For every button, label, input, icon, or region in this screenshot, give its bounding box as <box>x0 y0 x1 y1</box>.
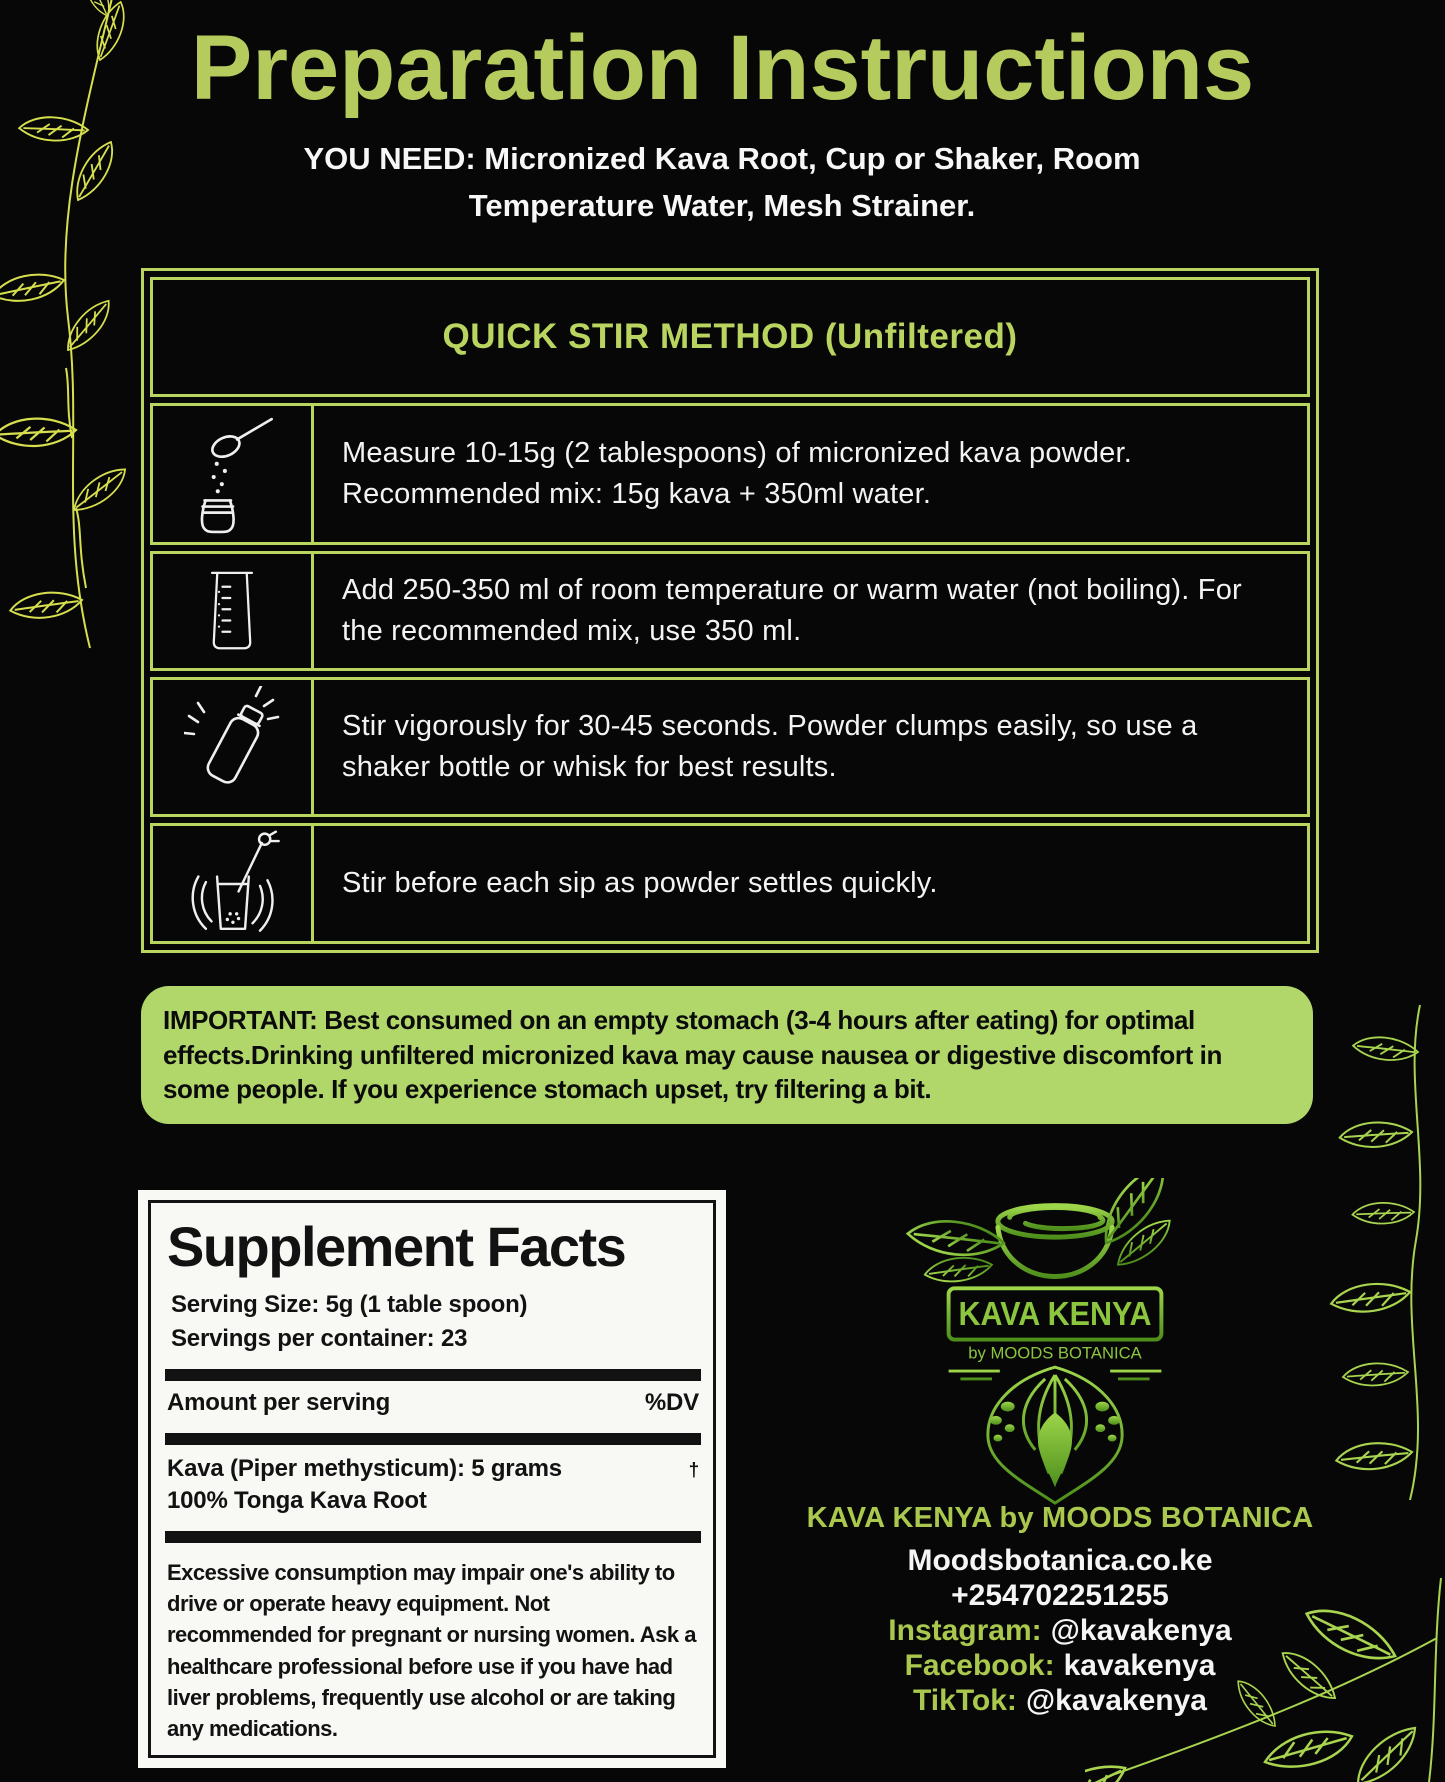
website-text: Moodsbotanica.co.ke <box>907 1544 1213 1577</box>
you-need-text: YOU NEED: Micronized Kava Root, Cup or Shaker, Room Temperature Water, Mesh Strainer. <box>303 141 1141 223</box>
facebook-handle: kavakenya <box>1063 1649 1216 1682</box>
ingredient-row <box>167 1455 699 1483</box>
logo-root-berries <box>990 1402 1120 1488</box>
facebook-label: Facebook: <box>904 1649 1055 1682</box>
servings-per-container: Servings per container: 23 <box>171 1325 468 1352</box>
phone-text: +254702251255 <box>951 1579 1169 1612</box>
method-step-row <box>150 403 1310 545</box>
ingredient-name: Kava (Piper methysticum): 5 grams <box>167 1455 562 1482</box>
serving-size: Serving Size: 5g (1 table spoon) <box>171 1291 528 1318</box>
measuring-cup-icon <box>192 559 272 663</box>
amount-per-serving-label: Amount per serving <box>167 1389 391 1416</box>
tiktok-handle: @kavakenya <box>1025 1684 1207 1717</box>
logo-tagline-text: by MOODS BOTANICA <box>968 1343 1143 1363</box>
supplement-facts-panel <box>138 1190 726 1768</box>
step-text: Stir vigorously for 30-45 seconds. Powder clumps easily, so use a shaker bottle or whisk for best results. <box>342 709 1198 783</box>
amount-header-row <box>167 1389 699 1417</box>
kava-kenya-logo <box>885 1178 1225 1508</box>
dv-label: %DV <box>644 1389 699 1416</box>
tiktok-line <box>790 1683 1330 1718</box>
facebook-line <box>790 1648 1330 1683</box>
method-table <box>141 268 1319 953</box>
supplement-facts-title: Supplement Facts <box>167 1215 626 1278</box>
supplement-disclaimer: Excessive consumption may impair one's ability to drive or operate heavy equipment. Not recommended for pregnant or nursing women. Ask a healthcare professional before use if you have had liver problems, frequently use alcohol or are taking any medications. <box>167 1560 696 1742</box>
dv-dagger-symbol: † <box>688 1460 699 1481</box>
instagram-line <box>790 1613 1330 1648</box>
tiktok-label: TikTok: <box>913 1684 1017 1717</box>
step-icon-cell <box>153 554 314 668</box>
important-note: IMPORTANT: Best consumed on an empty stomach (3-4 hours after eating) for optimal effects.Drinking unfiltered micronized kava may cause nausea or digestive discomfort in some people. If you experience stomach upset, try filtering a bit. <box>141 986 1313 1124</box>
logo-name-text: KAVA KENYA <box>958 1295 1152 1333</box>
contact-block <box>790 1502 1330 1718</box>
method-step-row <box>150 551 1310 671</box>
divider-bar <box>165 1531 701 1543</box>
instagram-handle: @kavakenya <box>1050 1614 1232 1647</box>
logo-kava-bowl <box>998 1206 1112 1277</box>
step-icon-cell <box>153 680 314 814</box>
step-icon-cell <box>153 826 314 941</box>
vine-decoration-right <box>1292 1000 1445 1500</box>
step-text: Add 250-350 ml of room temperature or warm water (not boiling). For the recommended mix, use 350 ml. <box>342 573 1242 647</box>
step-icon-cell <box>153 406 314 542</box>
shaker-bottle-icon <box>184 686 280 808</box>
step-text: Measure 10-15g (2 tablespoons) of micronized kava powder. Recommended mix: 15g kava + 350ml water. <box>342 436 1132 510</box>
supplement-facts-border <box>148 1200 716 1758</box>
stir-glass-icon <box>182 828 282 940</box>
brand-footer-heading: KAVA KENYA by MOODS BOTANICA <box>806 1502 1314 1534</box>
ingredient-detail: 100% Tonga Kava Root <box>167 1487 427 1514</box>
method-header: QUICK STIR METHOD (Unfiltered) <box>150 277 1310 397</box>
divider-bar <box>165 1369 701 1381</box>
step-text: Stir before each sip as powder settles quickly. <box>342 866 938 899</box>
page-title: Preparation Instructions <box>190 17 1255 119</box>
spoon-pour-icon <box>184 413 280 535</box>
divider-bar <box>165 1433 701 1445</box>
method-step-row <box>150 823 1310 944</box>
instagram-label: Instagram: <box>888 1614 1042 1647</box>
method-step-row <box>150 677 1310 817</box>
